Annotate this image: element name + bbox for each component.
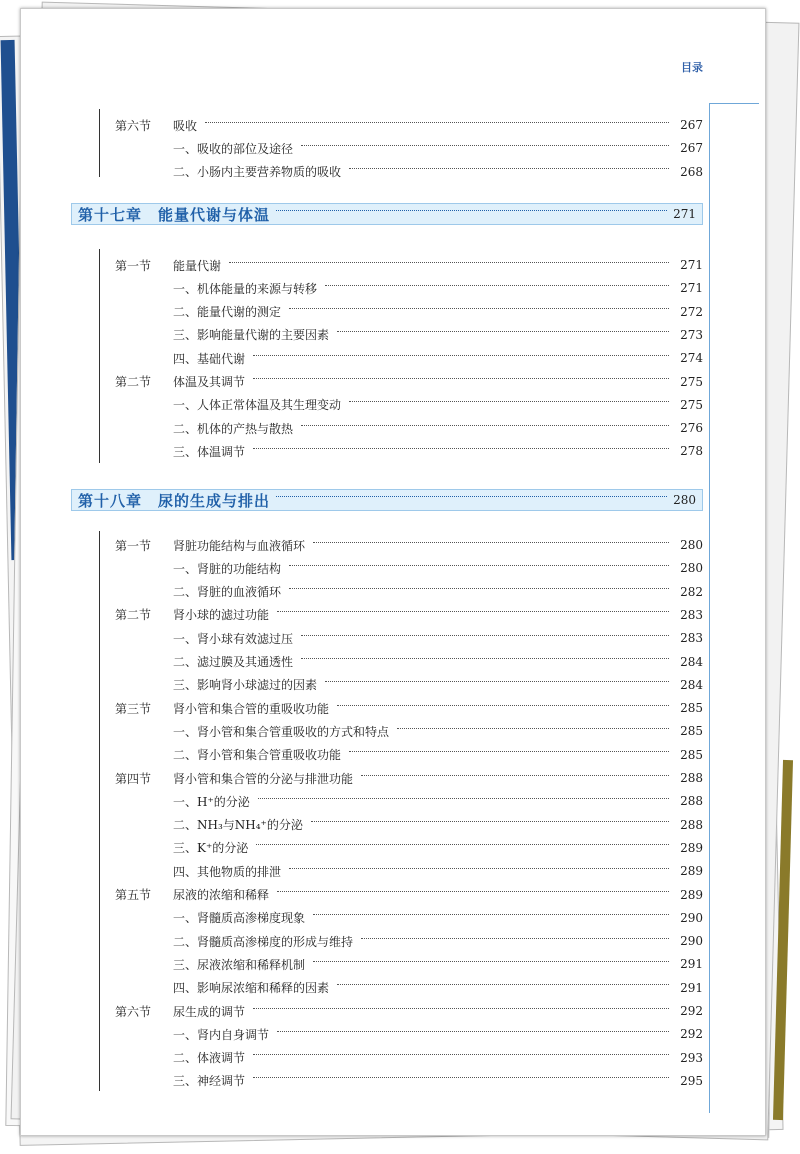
leader-dots [337, 984, 669, 985]
entry-page: 285 [680, 701, 703, 716]
toc-item-entry[interactable] [173, 418, 703, 438]
entry-title [173, 1026, 269, 1043]
chapter-title: 第十八章 尿的生成与排出 [78, 491, 271, 510]
entry-title [173, 979, 329, 996]
entry-text: 能量代谢 [173, 258, 222, 273]
entry-text: 一、机体能量的来源与转移 [173, 281, 318, 296]
toc-page [20, 8, 766, 1136]
entry-text: 四、其他物质的排泄 [173, 864, 282, 879]
entry-text: 肾脏功能结构与血液循环 [173, 538, 306, 553]
leader-dots [301, 635, 669, 636]
toc-item-entry[interactable] [173, 1048, 703, 1068]
section-number: 第四节 [115, 771, 152, 786]
entry-text: 二、肾髓质高渗梯度的形成与维持 [173, 934, 354, 949]
entry-title [115, 537, 305, 554]
leader-dots [313, 961, 669, 962]
entry-text: 二、体液调节 [173, 1051, 246, 1066]
leader-dots [397, 728, 669, 729]
entry-title [115, 700, 329, 717]
section-number: 第六节 [115, 118, 152, 133]
entry-text: 三、K⁺的分泌 [173, 841, 249, 856]
leader-dots [276, 496, 667, 497]
entry-title [173, 793, 250, 810]
entry-page: 289 [680, 887, 703, 902]
leader-dots [337, 705, 669, 706]
leader-dots [311, 821, 669, 822]
leader-dots [301, 145, 669, 146]
chapter-title: 第十七章 能量代谢与体温 [78, 205, 271, 224]
leader-dots [349, 751, 669, 752]
leader-dots [361, 775, 669, 776]
entry-text: 肾小管和集合管的重吸收功能 [173, 701, 330, 716]
section-number: 第二节 [115, 375, 152, 389]
entry-text: 三、影响肾小球滤过的因素 [173, 678, 318, 693]
entry-title [173, 326, 329, 343]
entry-page: 293 [680, 1050, 703, 1065]
entry-title [115, 606, 269, 623]
toc-item-entry[interactable] [173, 441, 703, 461]
chapter-page: 271 [673, 207, 696, 221]
entry-text: 四、影响尿浓缩和稀释的因素 [173, 981, 330, 996]
toc-item-entry[interactable] [173, 348, 703, 368]
entry-title [115, 257, 221, 274]
entry-text: 吸收 [173, 118, 198, 133]
toc-section-entry[interactable] [115, 115, 703, 135]
entry-text: 三、尿液浓缩和稀释机制 [173, 957, 306, 972]
leader-dots [277, 611, 669, 612]
chapter-17-heading[interactable] [71, 203, 703, 225]
leader-dots [277, 891, 669, 892]
section-number: 第六节 [115, 1004, 152, 1019]
entry-page: 295 [680, 1073, 703, 1088]
section-bar-1 [99, 109, 100, 177]
entry-page: 291 [680, 957, 703, 972]
toc-section-entry[interactable] [115, 885, 703, 905]
section-bar-18 [99, 531, 100, 1091]
entry-title [173, 443, 245, 460]
entry-text: 三、体温调节 [173, 444, 246, 459]
toc-item-entry[interactable] [173, 791, 703, 811]
toc-item-entry[interactable] [173, 278, 703, 298]
entry-page: 268 [680, 164, 703, 179]
leader-dots [276, 210, 667, 211]
entry-page: 288 [680, 794, 703, 809]
toc-section-entry[interactable] [115, 698, 703, 718]
leader-dots [205, 122, 669, 123]
entry-page: 289 [680, 864, 703, 879]
entry-title [115, 1003, 245, 1020]
entry-title [173, 816, 303, 833]
entry-title [173, 420, 293, 437]
entry-text: 体温及其调节 [173, 375, 246, 389]
entry-title [173, 583, 281, 600]
leader-dots [253, 448, 669, 449]
toc-section-entry[interactable] [115, 535, 703, 555]
entry-title [173, 280, 317, 297]
entry-title [173, 746, 341, 763]
entry-page: 278 [680, 444, 703, 459]
entry-page: 288 [680, 817, 703, 832]
toc-item-entry[interactable] [173, 395, 703, 415]
entry-title [115, 886, 269, 903]
entry-page: 280 [680, 561, 703, 576]
entry-text: 尿生成的调节 [173, 1004, 246, 1019]
entry-title [173, 163, 341, 180]
toc-section-entry[interactable] [115, 605, 703, 625]
entry-page: 283 [680, 631, 703, 646]
leader-dots [301, 425, 669, 426]
toc-item-entry[interactable] [173, 815, 703, 835]
leader-dots [337, 331, 669, 332]
entry-page: 282 [680, 584, 703, 599]
entry-title [173, 909, 305, 926]
entry-page: 284 [680, 654, 703, 669]
entry-text: 二、肾小管和集合管重吸收功能 [173, 748, 342, 763]
leader-dots [313, 914, 669, 915]
entry-page: 275 [680, 374, 703, 389]
leader-dots [253, 355, 669, 356]
entry-title [115, 373, 245, 390]
toc-item-entry[interactable] [173, 675, 703, 695]
entry-page: 292 [680, 1004, 703, 1018]
toc-section-entry[interactable] [115, 372, 703, 392]
section-number: 第五节 [115, 888, 152, 902]
entry-page: 276 [680, 421, 703, 436]
entry-page: 290 [680, 934, 703, 949]
entry-page: 274 [680, 351, 703, 366]
leader-dots [253, 1054, 669, 1055]
toc-item-entry[interactable] [173, 1024, 703, 1044]
toc-item-entry[interactable] [173, 325, 703, 345]
entry-page: 285 [680, 724, 703, 739]
entry-title [173, 933, 353, 950]
section-number: 第一节 [115, 258, 152, 273]
entry-title [173, 839, 248, 856]
entry-text: 二、滤过膜及其通透性 [173, 655, 294, 669]
entry-title [173, 303, 281, 320]
toc-item-entry[interactable] [173, 954, 703, 974]
toc-section-entry[interactable] [115, 1001, 703, 1021]
leader-dots [325, 285, 669, 286]
toc-section-entry[interactable] [115, 768, 703, 788]
chapter-page: 280 [673, 493, 696, 507]
entry-title [173, 676, 317, 693]
leader-dots [313, 542, 669, 543]
leader-dots [349, 401, 669, 402]
entry-title [173, 723, 389, 740]
entry-text: 一、吸收的部位及途径 [173, 141, 294, 156]
entry-page: 280 [680, 538, 703, 552]
entry-page: 267 [680, 141, 703, 156]
leader-dots [289, 308, 669, 309]
toc-item-entry[interactable] [173, 745, 703, 765]
entry-page: 292 [680, 1027, 703, 1042]
leader-dots [289, 868, 669, 869]
leader-dots [301, 658, 669, 659]
entry-text: 四、基础代谢 [173, 351, 246, 366]
entry-text: 尿液的浓缩和稀释 [173, 888, 270, 902]
entry-title [173, 653, 293, 670]
entry-page: 289 [680, 840, 703, 855]
toc-item-entry[interactable] [173, 838, 703, 858]
entry-title [173, 863, 281, 880]
entry-text: 二、肾脏的血液循环 [173, 585, 282, 600]
entry-title [115, 770, 353, 787]
entry-page: 288 [680, 771, 703, 785]
entry-text: 三、神经调节 [173, 1074, 246, 1089]
entry-page: 284 [680, 677, 703, 692]
leader-dots [229, 262, 669, 263]
entry-text: 二、NH₃与NH₄⁺的分泌 [173, 818, 303, 833]
entry-text: 二、机体的产热与散热 [173, 421, 294, 436]
entry-text: 一、肾脏的功能结构 [173, 561, 282, 576]
leader-dots [289, 565, 669, 566]
entry-text: 一、人体正常体温及其生理变动 [173, 398, 342, 413]
toc-item-entry[interactable] [173, 721, 703, 741]
section-bar-17 [99, 249, 100, 463]
toc-item-entry[interactable] [173, 908, 703, 928]
entry-text: 三、影响能量代谢的主要因素 [173, 328, 330, 343]
leader-dots [258, 798, 669, 799]
entry-page: 290 [680, 910, 703, 925]
leader-dots [325, 681, 669, 682]
entry-page: 271 [680, 281, 703, 296]
entry-title [173, 560, 281, 577]
entry-page: 291 [680, 980, 703, 995]
entry-title [173, 956, 305, 973]
entry-page: 275 [680, 397, 703, 412]
toc-item-entry[interactable] [173, 558, 703, 578]
leader-dots [289, 588, 669, 589]
section-number: 第二节 [115, 608, 152, 623]
entry-title [173, 1072, 245, 1089]
toc-item-entry[interactable] [173, 652, 703, 672]
entry-title [173, 140, 293, 157]
toc-section-entry[interactable] [115, 255, 703, 275]
toc-item-entry[interactable] [173, 931, 703, 951]
margin-rule-top [709, 103, 759, 104]
leader-dots [253, 1008, 669, 1009]
entry-text: 二、小肠内主要营养物质的吸收 [173, 165, 342, 180]
leader-dots [361, 938, 669, 939]
section-number: 第一节 [115, 538, 152, 553]
running-header: 目录 [681, 61, 703, 74]
entry-text: 一、肾小管和集合管重吸收的方式和特点 [173, 724, 390, 739]
leader-dots [253, 378, 669, 379]
section-number: 第三节 [115, 701, 152, 716]
entry-text: 一、H⁺的分泌 [173, 794, 250, 809]
toc-item-entry[interactable] [173, 1071, 703, 1091]
entry-title [173, 350, 245, 367]
entry-page: 271 [680, 258, 703, 272]
entry-title [173, 396, 341, 413]
chapter-18-heading[interactable] [71, 489, 703, 511]
entry-text: 一、肾内自身调节 [173, 1027, 270, 1042]
entry-text: 一、肾小球有效滤过压 [173, 631, 294, 646]
toc-item-entry[interactable] [173, 302, 703, 322]
entry-text: 二、能量代谢的测定 [173, 305, 282, 320]
toc-item-entry[interactable] [173, 628, 703, 648]
leader-dots [253, 1077, 669, 1078]
entry-text: 肾小管和集合管的分泌与排泄功能 [173, 771, 354, 786]
toc-item-entry[interactable] [173, 162, 703, 182]
entry-page: 283 [680, 607, 703, 622]
toc-item-entry[interactable] [173, 138, 703, 158]
leader-dots [277, 1031, 669, 1032]
entry-page: 272 [680, 304, 703, 319]
entry-title [173, 630, 293, 647]
leader-dots [349, 168, 669, 169]
entry-text: 肾小球的滤过功能 [173, 608, 270, 623]
toc-item-entry[interactable] [173, 861, 703, 881]
margin-rule-vertical [709, 103, 710, 1113]
toc-item-entry[interactable] [173, 582, 703, 602]
entry-text: 一、肾髓质高渗梯度现象 [173, 911, 306, 926]
leader-dots [256, 844, 669, 845]
entry-title [173, 1049, 245, 1066]
toc-item-entry[interactable] [173, 978, 703, 998]
entry-page: 267 [680, 118, 703, 132]
entry-title [115, 117, 197, 134]
entry-page: 273 [680, 327, 703, 342]
entry-page: 285 [680, 747, 703, 762]
